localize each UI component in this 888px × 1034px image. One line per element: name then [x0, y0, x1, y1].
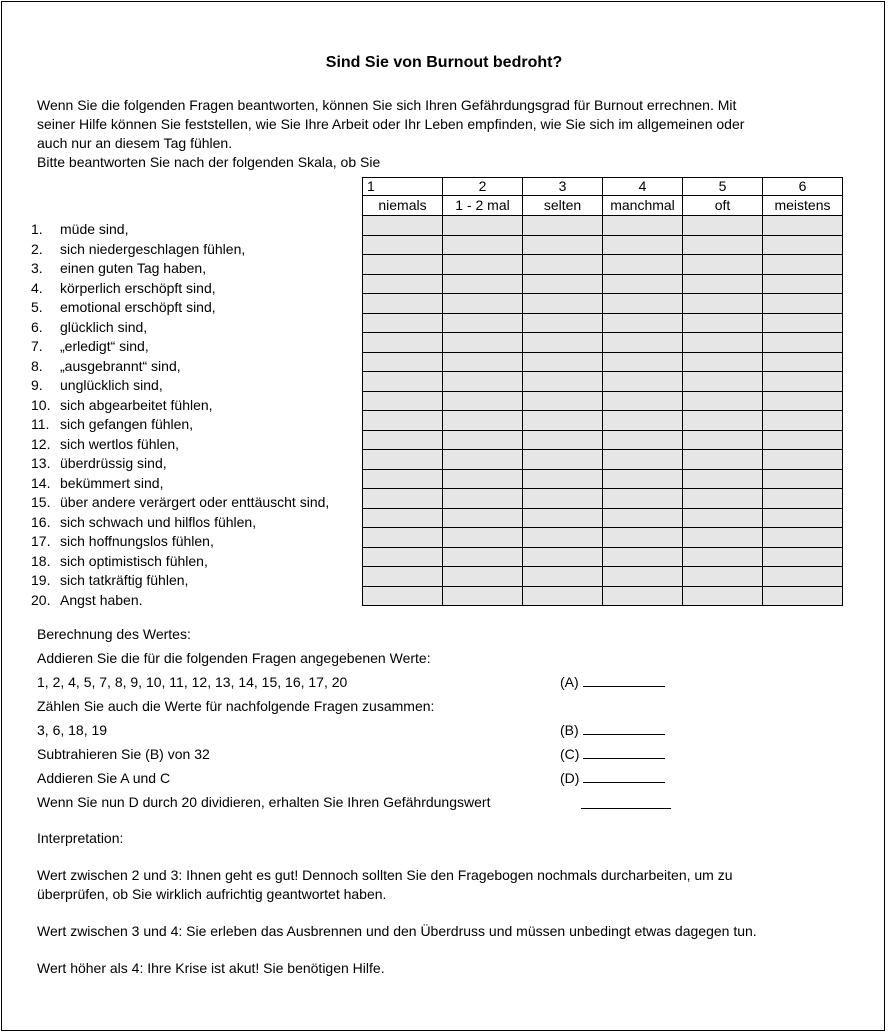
question-text: „erledigt“ sind, — [60, 338, 149, 354]
calc-count-questions: 3, 6, 18, 19 — [37, 722, 108, 738]
answer-cell[interactable] — [443, 352, 523, 372]
answer-cell[interactable] — [363, 430, 443, 450]
answer-cell[interactable] — [683, 430, 763, 450]
answer-cell[interactable] — [363, 489, 443, 509]
answer-cell[interactable] — [763, 372, 843, 392]
answer-cell[interactable] — [363, 508, 443, 528]
calc-field-c — [560, 746, 665, 762]
answer-cell[interactable] — [603, 411, 683, 431]
blank-b-input[interactable] — [583, 722, 665, 735]
page-title: Sind Sie von Burnout bedroht? — [325, 54, 563, 71]
answer-row — [363, 586, 843, 606]
question-number: 8. — [31, 357, 43, 374]
answer-cell[interactable] — [683, 235, 763, 255]
question-text: überdrüssig sind, — [60, 455, 167, 471]
answer-cell[interactable] — [443, 547, 523, 567]
answer-cell[interactable] — [603, 508, 683, 528]
answer-cell[interactable] — [363, 333, 443, 353]
answer-cell[interactable] — [443, 489, 523, 509]
question-number: 19. — [31, 572, 51, 588]
calc-divide: Wenn Sie nun D durch 20 dividieren, erhalten Sie Ihren Gefährdungswert — [37, 794, 491, 810]
intro-line: Wenn Sie die folgenden Fragen beantworten, können Sie sich Ihren Gefährdungsgrad für Burnout errechnen. Mit — [37, 97, 737, 113]
intro-line: Bitte beantworten Sie nach der folgenden Skala, ob Sie — [37, 154, 381, 170]
scale-label-row — [363, 196, 843, 216]
answer-cell[interactable] — [523, 313, 603, 333]
question-item — [31, 376, 329, 396]
answer-row — [363, 235, 843, 255]
answer-cell[interactable] — [683, 313, 763, 333]
question-text: körperlich erschöpft sind, — [60, 279, 216, 296]
question-number: 14. — [31, 474, 51, 491]
answer-row — [363, 333, 843, 353]
answer-cell[interactable] — [763, 274, 843, 294]
answer-cell[interactable] — [363, 547, 443, 567]
question-number: 2. — [31, 240, 43, 257]
answer-cell[interactable] — [523, 216, 603, 236]
question-number: 3. — [31, 260, 43, 276]
answer-row — [363, 528, 843, 548]
answer-cell[interactable] — [443, 235, 523, 255]
answer-cell[interactable] — [523, 372, 603, 392]
question-text: sich hoffnungslos fühlen, — [60, 533, 214, 549]
question-text: Angst haben. — [60, 591, 143, 608]
question-item — [31, 513, 329, 533]
answer-cell[interactable] — [523, 450, 603, 470]
question-number: 5. — [31, 299, 43, 315]
question-text: sich optimistisch fühlen, — [60, 552, 208, 569]
question-number: 10. — [31, 396, 51, 413]
answer-cell[interactable] — [603, 255, 683, 275]
answer-cell[interactable] — [363, 450, 443, 470]
question-number: 18. — [31, 552, 51, 569]
interpretation-above-4: Wert höher als 4: Ihre Krise ist akut! Sie benötigen Hilfe. — [37, 960, 385, 976]
intro-line: seiner Hilfe können Sie feststellen, wie Sie Ihre Arbeit oder Ihr Leben empfinden, wie Sie sich im allgemeinen oder — [37, 116, 745, 132]
answer-cell[interactable] — [603, 216, 683, 236]
calc-field-a — [560, 674, 665, 690]
answer-cell[interactable] — [523, 352, 603, 372]
question-text: sich tatkräftig fühlen, — [60, 572, 189, 588]
question-item — [31, 318, 329, 338]
answer-cell[interactable] — [363, 235, 443, 255]
answer-cell[interactable] — [603, 547, 683, 567]
blank-d-input[interactable] — [583, 770, 665, 783]
question-number: 12. — [31, 435, 51, 452]
scale-label: manchmal — [603, 196, 683, 216]
question-item — [31, 493, 329, 513]
answer-cell[interactable] — [443, 430, 523, 450]
question-item — [31, 474, 329, 494]
scale-label: oft — [683, 196, 763, 216]
answer-cell[interactable] — [763, 489, 843, 509]
scale-number: 3 — [523, 178, 603, 196]
calc-label-d: (D) — [560, 770, 580, 786]
answer-cell[interactable] — [363, 352, 443, 372]
answer-grid — [362, 177, 843, 606]
answer-cell[interactable] — [443, 528, 523, 548]
answer-row — [363, 313, 843, 333]
question-item — [31, 571, 329, 591]
question-number: 20. — [31, 591, 51, 608]
question-text: emotional erschöpft sind, — [60, 299, 216, 315]
answer-cell[interactable] — [763, 255, 843, 275]
answer-cell[interactable] — [763, 528, 843, 548]
answer-cell[interactable] — [363, 391, 443, 411]
question-item — [31, 298, 329, 318]
question-item — [31, 532, 329, 552]
scale-label: 1 - 2 mal — [443, 196, 523, 216]
intro-text — [37, 96, 817, 172]
answer-cell[interactable] — [683, 508, 763, 528]
answer-cell[interactable] — [443, 216, 523, 236]
question-item — [31, 435, 329, 455]
answer-cell[interactable] — [683, 567, 763, 587]
question-list — [31, 220, 329, 610]
answer-cell[interactable] — [763, 450, 843, 470]
answer-row — [363, 430, 843, 450]
answer-row — [363, 411, 843, 431]
answer-cell[interactable] — [523, 489, 603, 509]
interpretation-line: überprüfen, ob Sie wirklich aufrichtig geantwortet haben. — [37, 886, 387, 902]
answer-cell[interactable] — [363, 294, 443, 314]
answer-cell[interactable] — [683, 469, 763, 489]
calc-field-b — [560, 722, 665, 738]
answer-cell[interactable] — [523, 567, 603, 587]
scale-number: 2 — [443, 178, 523, 196]
answer-cell[interactable] — [443, 372, 523, 392]
answer-cell[interactable] — [683, 411, 763, 431]
blank-result-input[interactable] — [581, 796, 671, 809]
blank-c-input[interactable] — [583, 746, 665, 759]
scale-number: 5 — [683, 178, 763, 196]
question-text: über andere verärgert oder enttäuscht sind, — [60, 494, 330, 510]
answer-row — [363, 352, 843, 372]
answer-cell[interactable] — [523, 528, 603, 548]
answer-cell[interactable] — [683, 255, 763, 275]
answer-cell[interactable] — [363, 469, 443, 489]
calc-label-a: (A) — [560, 674, 579, 690]
question-number: 15. — [31, 494, 51, 510]
answer-cell[interactable] — [523, 547, 603, 567]
answer-cell[interactable] — [363, 528, 443, 548]
scale-label: meistens — [763, 196, 843, 216]
answer-cell[interactable] — [603, 274, 683, 294]
question-item — [31, 279, 329, 299]
calc-label-c: (C) — [560, 746, 580, 762]
answer-cell[interactable] — [683, 391, 763, 411]
answer-cell[interactable] — [763, 547, 843, 567]
question-number: 16. — [31, 513, 51, 530]
answer-cell[interactable] — [683, 352, 763, 372]
answer-cell[interactable] — [603, 391, 683, 411]
answer-cell[interactable] — [683, 450, 763, 470]
answer-cell[interactable] — [363, 586, 443, 606]
scale-number: 4 — [603, 178, 683, 196]
answer-cell[interactable] — [443, 255, 523, 275]
answer-cell[interactable] — [443, 586, 523, 606]
answer-row — [363, 216, 843, 236]
calc-count-instruction: Zählen Sie auch die Werte für nachfolgende Fragen zusammen: — [37, 698, 435, 714]
question-text: unglücklich sind, — [60, 377, 163, 393]
question-number: 13. — [31, 455, 51, 471]
question-number: 4. — [31, 279, 43, 296]
question-text: einen guten Tag haben, — [60, 260, 207, 276]
answer-cell[interactable] — [603, 313, 683, 333]
answer-cell[interactable] — [523, 508, 603, 528]
answer-cell[interactable] — [763, 313, 843, 333]
answer-cell[interactable] — [523, 586, 603, 606]
question-text: sich abgearbeitet fühlen, — [60, 396, 213, 413]
question-number: 6. — [31, 318, 43, 335]
answer-cell[interactable] — [523, 411, 603, 431]
answer-row — [363, 469, 843, 489]
calc-heading: Berechnung des Wertes: — [37, 626, 191, 642]
interpretation-line: Wert zwischen 2 und 3: Ihnen geht es gut! Dennoch sollten Sie den Fragebogen nochmals durcharbeiten, um zu — [37, 867, 733, 883]
question-number: 7. — [31, 338, 43, 354]
answer-cell[interactable] — [363, 255, 443, 275]
answer-cell[interactable] — [683, 216, 763, 236]
question-item — [31, 415, 329, 435]
question-text: müde sind, — [60, 221, 129, 237]
answer-row — [363, 567, 843, 587]
answer-cell[interactable] — [683, 547, 763, 567]
answer-cell[interactable] — [363, 274, 443, 294]
answer-cell[interactable] — [763, 333, 843, 353]
calc-label-b: (B) — [560, 722, 579, 738]
answer-cell[interactable] — [603, 372, 683, 392]
scale-number: 6 — [763, 178, 843, 196]
interpretation-range-3-4: Wert zwischen 3 und 4: Sie erleben das Ausbrennen und den Überdruss und müssen unbedingt etwas dagegen tun. — [37, 923, 757, 939]
scale-number-row — [363, 178, 843, 196]
answer-cell[interactable] — [603, 586, 683, 606]
answer-cell[interactable] — [523, 430, 603, 450]
answer-cell[interactable] — [603, 430, 683, 450]
question-text: glücklich sind, — [60, 318, 148, 335]
answer-cell[interactable] — [443, 274, 523, 294]
calc-add-questions: 1, 2, 4, 5, 7, 8, 9, 10, 11, 12, 13, 14, 15, 16, 17, 20 — [37, 674, 348, 690]
answer-cell[interactable] — [443, 294, 523, 314]
answer-cell[interactable] — [763, 391, 843, 411]
calc-field-d — [560, 770, 665, 786]
answer-cell[interactable] — [523, 235, 603, 255]
answer-cell[interactable] — [363, 372, 443, 392]
answer-cell[interactable] — [443, 333, 523, 353]
answer-cell[interactable] — [683, 294, 763, 314]
answer-row — [363, 255, 843, 275]
answer-cell[interactable] — [603, 469, 683, 489]
interpretation-heading: Interpretation: — [37, 830, 124, 846]
answer-cell[interactable] — [603, 235, 683, 255]
answer-row — [363, 274, 843, 294]
answer-cell[interactable] — [523, 333, 603, 353]
answer-cell[interactable] — [443, 411, 523, 431]
answer-cell[interactable] — [443, 391, 523, 411]
calc-add-ac: Addieren Sie A und C — [37, 770, 171, 786]
intro-line: auch nur an diesem Tag fühlen. — [37, 135, 233, 151]
answer-cell[interactable] — [523, 391, 603, 411]
calc-add-instruction: Addieren Sie die für die folgenden Fragen angegebenen Werte: — [37, 650, 431, 666]
answer-cell[interactable] — [603, 528, 683, 548]
answer-row — [363, 391, 843, 411]
answer-cell[interactable] — [763, 411, 843, 431]
answer-cell[interactable] — [523, 274, 603, 294]
calc-subtract: Subtrahieren Sie (B) von 32 — [37, 746, 210, 762]
answer-cell[interactable] — [603, 294, 683, 314]
answer-cell[interactable] — [363, 216, 443, 236]
answer-row — [363, 450, 843, 470]
question-text: sich niedergeschlagen fühlen, — [60, 240, 246, 257]
answer-cell[interactable] — [443, 313, 523, 333]
interpretation-range-2-3 — [37, 866, 733, 904]
answer-cell[interactable] — [603, 450, 683, 470]
answer-cell[interactable] — [763, 508, 843, 528]
question-number: 1. — [31, 221, 43, 237]
question-item — [31, 337, 329, 357]
scale-number: 1 — [363, 178, 443, 196]
question-item — [31, 552, 329, 572]
answer-cell[interactable] — [763, 294, 843, 314]
answer-row — [363, 547, 843, 567]
answer-cell[interactable] — [443, 508, 523, 528]
answer-cell[interactable] — [603, 489, 683, 509]
answer-cell[interactable] — [443, 450, 523, 470]
question-item — [31, 591, 329, 611]
answer-row — [363, 489, 843, 509]
answer-cell[interactable] — [523, 469, 603, 489]
answer-cell[interactable] — [443, 469, 523, 489]
answer-cell[interactable] — [523, 255, 603, 275]
scale-label: niemals — [363, 196, 443, 216]
question-text: sich wertlos fühlen, — [60, 435, 180, 452]
answer-cell[interactable] — [683, 372, 763, 392]
question-item — [31, 259, 329, 279]
question-number: 11. — [31, 416, 50, 432]
answer-cell[interactable] — [603, 333, 683, 353]
answer-cell[interactable] — [683, 333, 763, 353]
answer-cell[interactable] — [763, 352, 843, 372]
answer-cell[interactable] — [603, 567, 683, 587]
answer-cell[interactable] — [683, 586, 763, 606]
question-text: sich gefangen fühlen, — [60, 416, 194, 432]
question-text: „ausgebrannt“ sind, — [60, 357, 181, 374]
answer-cell[interactable] — [363, 411, 443, 431]
question-text: bekümmert sind, — [60, 474, 164, 491]
question-item — [31, 396, 329, 416]
answer-cell[interactable] — [763, 469, 843, 489]
answer-cell[interactable] — [443, 567, 523, 587]
answer-cell[interactable] — [763, 430, 843, 450]
answer-cell[interactable] — [763, 235, 843, 255]
answer-cell[interactable] — [523, 294, 603, 314]
scale-label: selten — [523, 196, 603, 216]
answer-cell[interactable] — [763, 586, 843, 606]
question-item — [31, 454, 329, 474]
answer-cell[interactable] — [763, 216, 843, 236]
answer-cell[interactable] — [363, 567, 443, 587]
question-number: 17. — [31, 533, 51, 549]
answer-cell[interactable] — [683, 274, 763, 294]
question-item — [31, 357, 329, 377]
question-text: sich schwach und hilflos fühlen, — [60, 513, 257, 530]
question-item — [31, 220, 329, 240]
question-number: 9. — [31, 377, 43, 393]
answer-row — [363, 372, 843, 392]
answer-cell[interactable] — [683, 489, 763, 509]
answer-row — [363, 508, 843, 528]
answer-cell[interactable] — [683, 528, 763, 548]
answer-row — [363, 294, 843, 314]
answer-cell[interactable] — [763, 567, 843, 587]
question-item — [31, 240, 329, 260]
blank-a-input[interactable] — [583, 674, 665, 687]
answer-cell[interactable] — [603, 352, 683, 372]
answer-cell[interactable] — [363, 313, 443, 333]
